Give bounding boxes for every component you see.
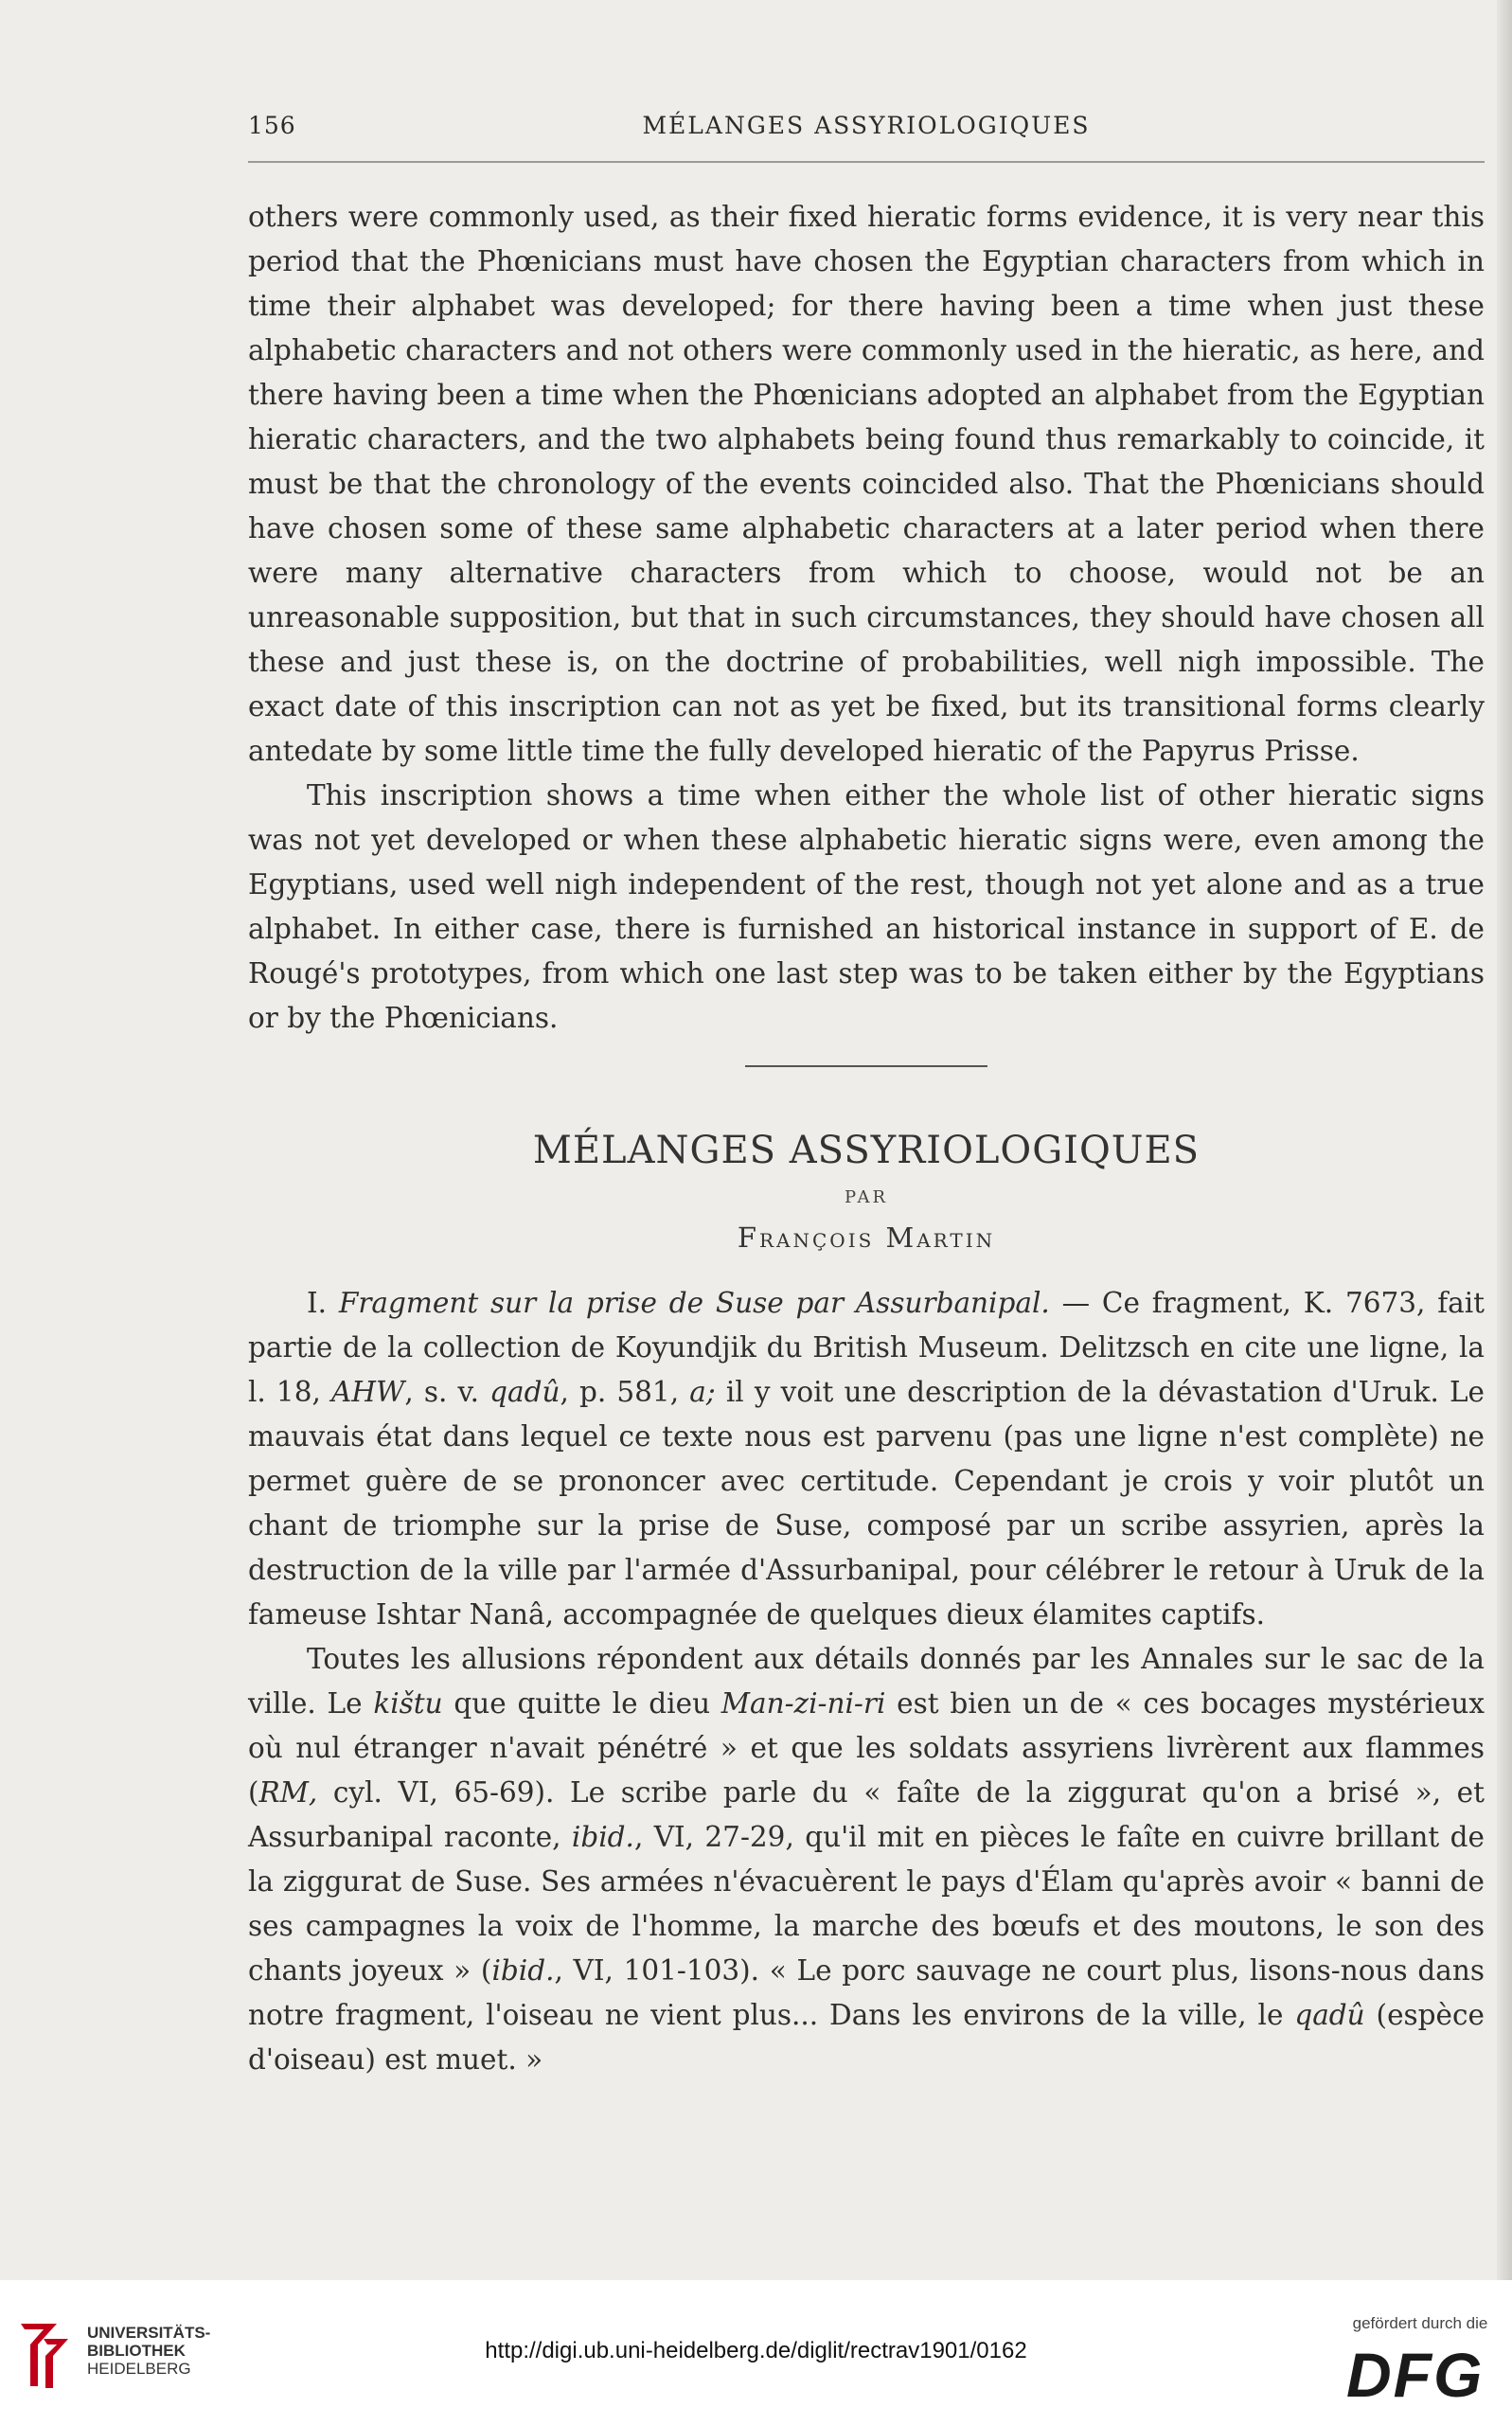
section-title: Fragment sur la prise de Suse par Assurbanipal. [338, 1287, 1050, 1319]
article-byline-par: PAR [844, 1187, 888, 1207]
header-rule [248, 161, 1485, 163]
section-paragraph: I. Fragment sur la prise de Suse par Assurbanipal. — Ce fragment, K. 7673, fait partie de la collection de Koyundjik du British Museum. Delitzsch en cite une ligne, la l. 18, AHW, s. v. qadû, p. 581, a; il y voit une description de la dévastation d'Uruk. Le mauvais état dans lequel ce texte nous est parvenu (pas une ligne n'est complète) ne permet guère de se prononcer avec certitude. Cependant je crois y voir plutôt un chant de triomphe sur la prise de Suse, composé par un scribe assyrien, après la destruction de la ville par l'armée d'Assurbanipal, pour célébrer le retour à Uruk de la fameuse Ishtar Nanâ, accompagnée de quelques dieux élamites captifs. [248, 1287, 1485, 1631]
dfg-logo: DFG [1346, 2340, 1485, 2410]
paragraph: This inscription shows a time when either the whole list of other hieratic signs was not yet developed or when these alphabetic hieratic signs were, even among the Egyptians, used well nigh independent of the rest, though not yet alone and as a true alphabet. In either case, there is furnished an historical instance in support of E. de Rougé's prototypes, from which one last step was to be taken either by the Egyptians or by the Phœnicians. [248, 779, 1485, 1034]
paragraph-continued: others were commonly used, as their fixed hieratic forms evidence, it is very near this period that the Phœnicians must have chosen the Egyptian characters from which in time their alphabet was developed; for there having been a time when just these alphabetic characters and not others were commonly used in the hieratic, as here, and there having been a time when the Phœnicians adopted an alphabet from the Egyptian hieratic characters, and the two alphabets being found thus remarkably to coincide, it must be that the chronology of the events coincided also. That the Phœnicians should have chosen some of these same alphabetic characters at a later period when there were many alternative characters from which to choose, would not be an unreasonable supposition, but that in such circumstances, they should have chosen all these and just these is, on the doctrine of probabilities, well nigh impossible. The exact date of this inscription can not as yet be fixed, but its transitional forms clearly antedate by some little time the fully developed hieratic of the Papyrus Prisse. [248, 201, 1485, 767]
library-name: UNIVERSITÄTS- BIBLIOTHEK HEIDELBERG [87, 2324, 211, 2378]
paragraph: Toutes les allusions répondent aux détails donnés par les Annales sur le sac de la ville. Le kištu que quitte le dieu Man-zi-ni-ri est bien un de « ces bocages mystérieux où nul étranger n'avait pénétré » et que les soldats assyriens livrèrent aux flammes (RM, cyl. VI, 65-69). Le scribe parle du « faîte de la ziggurat qu'on a brisé », et Assurbanipal raconte, ibid., VI, 27-29, qu'il mit en pièces le faîte en cuivre brillant de la ziggurat de Suse. Ses armées n'évacuèrent le pays d'Élam qu'après avoir « banni de ses campagnes la voix de l'homme, la marche des bœufs et des moutons, le son des chants joyeux » (ibid., VI, 101-103). « Le porc sauvage ne court plus, lisons-nous dans notre fragment, l'oiseau ne vient plus... Dans les environs de la ville, le qadû (espèce d'oiseau) est muet. » [248, 1643, 1485, 2076]
page-number: 156 [248, 112, 296, 139]
page-edge-shadow [1497, 0, 1512, 2280]
permalink-url[interactable]: http://digi.ub.uni-heidelberg.de/diglit/rectrav1901/0162 [485, 2338, 1027, 2363]
running-head [248, 112, 1485, 150]
article-title: MÉLANGES ASSYRIOLOGIQUES [532, 1129, 1201, 1172]
body-text [248, 195, 1485, 2082]
article-author: François Martin [737, 1221, 996, 1254]
running-title: MÉLANGES ASSYRIOLOGIQUES [642, 112, 1091, 139]
funding-note: gefördert durch die [1352, 2314, 1488, 2332]
section-separator [745, 1065, 987, 1067]
section-number: I. [307, 1287, 328, 1319]
